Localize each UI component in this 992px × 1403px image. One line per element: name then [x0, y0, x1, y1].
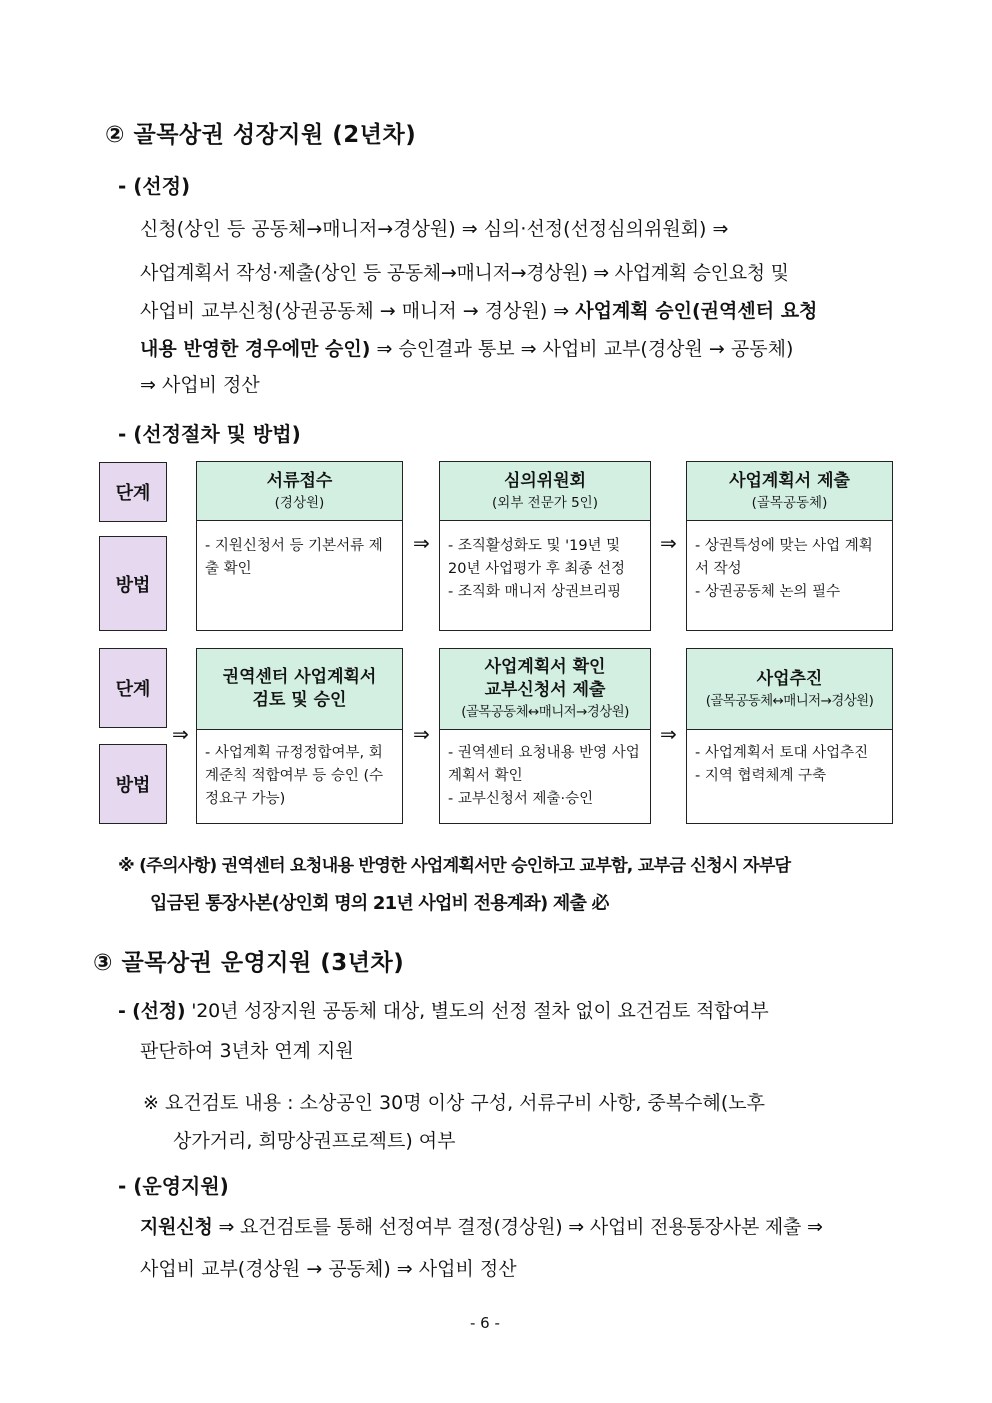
step-title: 서류접수	[266, 470, 333, 491]
process-line-4	[140, 330, 793, 368]
step-header	[197, 649, 402, 730]
arrow-icon: ⇒	[660, 531, 677, 555]
arrow-icon: ⇒	[413, 531, 430, 555]
step-header	[440, 649, 650, 730]
step-method	[687, 521, 892, 604]
section3-selection-line-2: 판단하여 3년차 연계 지원	[140, 1040, 354, 1062]
requirement-note-line-1: ※ 요건검토 내용 : 소상공인 30명 이상 구성, 서류구비 사항, 중복수혜(노후	[143, 1092, 765, 1114]
step-method	[440, 521, 650, 604]
selection-label: - (선정)	[118, 174, 191, 198]
operations-label: - (운영지원)	[118, 1174, 229, 1198]
method-item: - 권역센터 요청내용 반영 사업계획서 확인	[448, 745, 640, 784]
process-line-4-text: ⇒ 승인결과 통보 ⇒ 사업비 교부(경상원 → 공동체)	[370, 338, 794, 360]
step-title-2: 검토 및 승인	[252, 690, 347, 710]
process-line-3	[140, 292, 817, 330]
step-sub: (골목공동체↔매니저→경상원)	[705, 692, 874, 709]
method-item: - 상권공동체 논의 필수	[695, 584, 841, 600]
process-line-2: 사업계획서 작성·제출(상인 등 공동체→매니저→경상원) ⇒ 사업계획 승인요청 및	[140, 262, 789, 284]
stage-label-1: 단계	[99, 462, 167, 522]
step-sub: (경상원)	[274, 494, 325, 511]
caution-note-line-2: 입금된 통장사본(상인회 명의 21년 사업비 전용계좌) 제출 必	[150, 893, 609, 914]
step-method	[687, 730, 892, 788]
step-sub: (골목공동체↔매니저→경상원)	[461, 704, 629, 720]
step-title: 권역센터 사업계획서	[222, 667, 377, 687]
section2-title: ② 골목상권 성장지원 (2년차)	[105, 122, 417, 148]
operations-text: ⇒ 요건검토를 통해 선정여부 결정(경상원) ⇒ 사업비 전용통장사본 제출 ⇒	[212, 1216, 823, 1238]
step-header	[687, 649, 892, 730]
method-item: - 상권특성에 맞는 사업 계획서 작성	[695, 538, 873, 577]
method-label-2: 방법	[99, 744, 167, 824]
arrow-icon: ⇒	[660, 722, 677, 746]
method-item: - 지원신청서 등 기본서류 제출 확인	[205, 538, 383, 577]
section3-selection-text: '20년 성장지원 공동체 대상, 별도의 선정 절차 없이 요건검토 적합여부	[185, 1000, 769, 1022]
process-line-3-text: 사업비 교부신청(상권공동체 → 매니저 → 경상원) ⇒	[140, 300, 576, 322]
procedure-label: - (선정절차 및 방법)	[118, 422, 301, 446]
process-line-5: ⇒ 사업비 정산	[140, 374, 260, 396]
operations-line-2: 사업비 교부(경상원 → 공동체) ⇒ 사업비 정산	[140, 1258, 517, 1280]
step-sub: (골목공동체)	[751, 494, 828, 511]
method-item: - 조직활성화도 및 '19년 및 20년 사업평가 후 최종 선정	[448, 538, 625, 577]
method-item: - 교부신청서 제출·승인	[448, 791, 594, 807]
section3-selection	[118, 992, 769, 1030]
step-header	[440, 462, 650, 521]
arrow-icon: ⇒	[172, 722, 189, 746]
page-number: - 6 -	[470, 1314, 500, 1332]
step-box-project-execution	[686, 648, 893, 824]
process-line-1: 신청(상인 등 공동체→매니저→경상원) ⇒ 심의·선정(선정심의위원회) ⇒	[140, 218, 729, 240]
process-bold-1: 사업계획 승인(권역센터 요청	[575, 300, 818, 322]
step-method	[440, 730, 650, 811]
arrow-icon: ⇒	[413, 722, 430, 746]
step-box-plan-confirmation	[439, 648, 651, 824]
caution-note-line-1: ※ (주의사항) 권역센터 요청내용 반영한 사업계획서만 승인하고 교부함, 교부금 신청시 자부담	[118, 856, 791, 876]
method-item: - 조직화 매니저 상권브리핑	[448, 584, 622, 600]
step-box-document-receipt	[196, 461, 403, 631]
stage-label-2: 단계	[99, 648, 167, 728]
method-item: - 사업계획서 토대 사업추진	[695, 745, 869, 761]
step-method	[197, 521, 402, 581]
step-title: 사업계획서 확인	[484, 657, 606, 677]
operations-line-1	[140, 1208, 823, 1246]
operations-bold: 지원신청	[140, 1216, 213, 1238]
requirement-note-line-2: 상가거리, 희망상권프로젝트) 여부	[173, 1130, 456, 1152]
step-sub: (외부 전문가 5인)	[492, 494, 598, 511]
step-title: 사업계획서 제출	[729, 470, 850, 491]
step-title: 사업추진	[756, 668, 823, 689]
method-item: - 사업계획 규정정합여부, 회계준칙 적합여부 등 승인 (수정요구 가능)	[205, 745, 384, 807]
section3-title: ③ 골목상권 운영지원 (3년차)	[93, 950, 405, 976]
step-box-business-plan	[686, 461, 893, 631]
step-title: 심의위원회	[503, 470, 587, 491]
process-bold-2: 내용 반영한 경우에만 승인)	[140, 338, 371, 360]
method-label-1: 방법	[99, 536, 167, 631]
step-title-2: 교부신청서 제출	[484, 680, 606, 700]
step-box-regional-review	[196, 648, 403, 824]
step-method	[197, 730, 402, 811]
section3-selection-label: - (선정)	[118, 1000, 186, 1022]
step-header	[687, 462, 892, 521]
method-item: - 지역 협력체계 구축	[695, 768, 827, 784]
step-header	[197, 462, 402, 521]
step-box-review-committee	[439, 461, 651, 631]
